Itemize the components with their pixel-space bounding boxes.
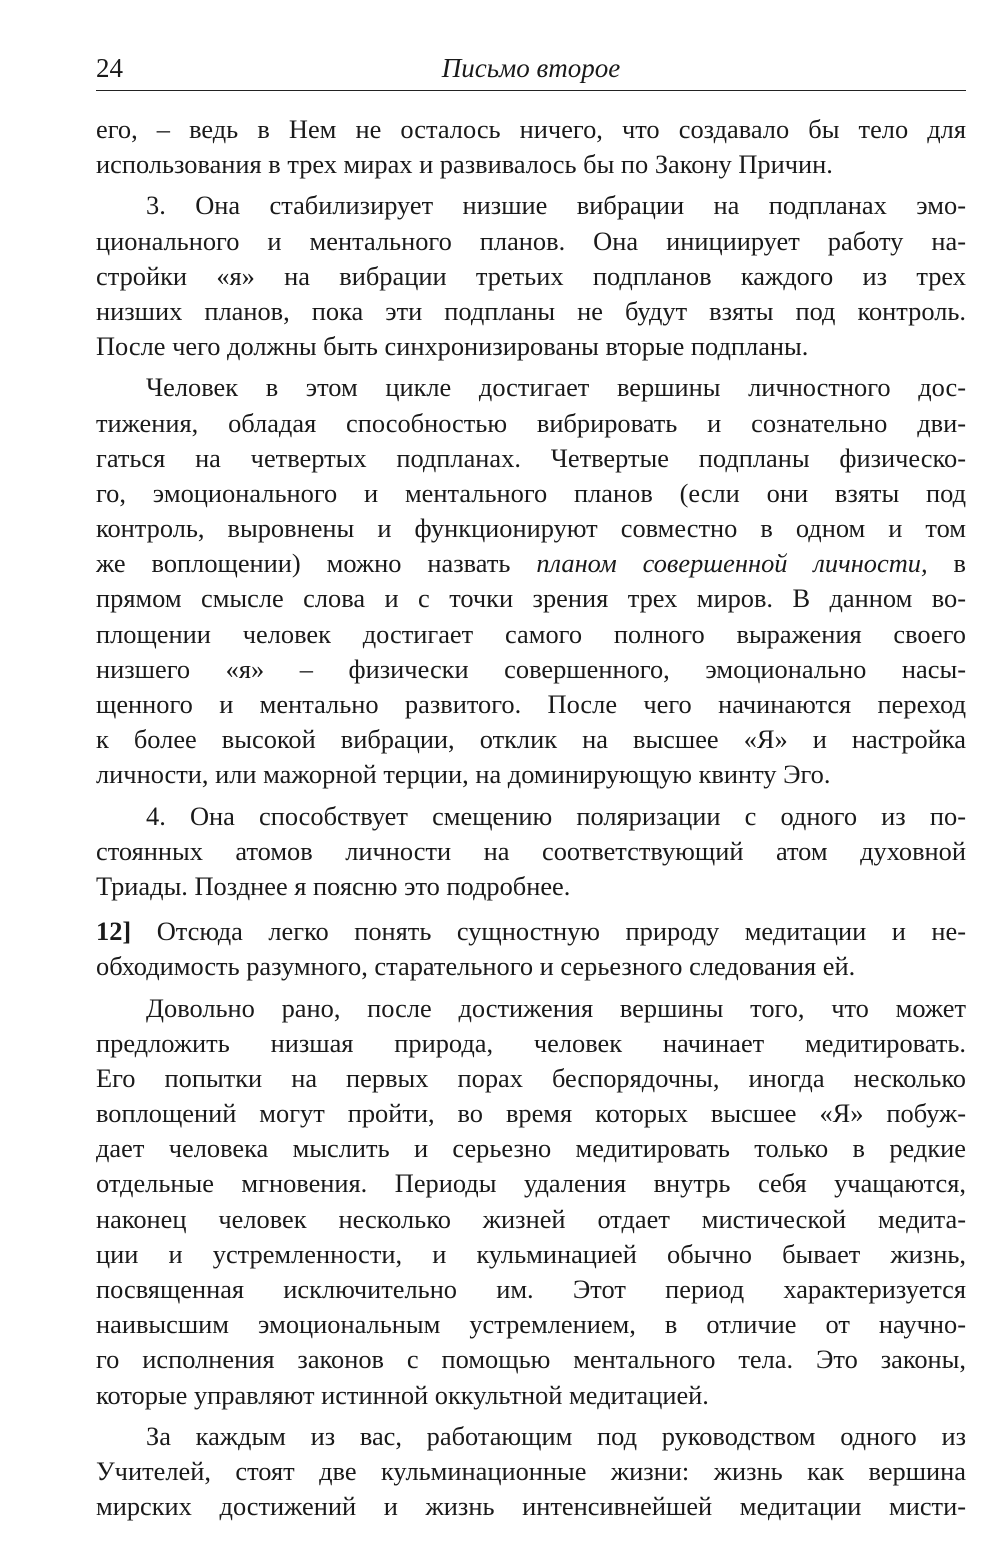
text-line: Триады. Позднее я поясню это подробнее. [96,870,571,901]
text-line: использования в трех мирах и развивалось бы по Закону Причин. [96,149,833,180]
text-run: в [927,548,966,579]
text-line: мирских достижений и жизнь интенсивнейшей медитации мисти- [96,1491,966,1522]
page-number: 24 [96,53,123,83]
text-line: го исполнения законов с помощью ментального тела. Это законы, [96,1344,966,1375]
paragraph-section-12 [96,914,966,984]
text-line: Человек в этом цикле достигает вершины личностного дос- [146,372,966,403]
text-line: низших планов, пока эти подпланы не будут взяты под контроль. [96,295,966,326]
text-run: Отсюда легко понять сущностную природу медитации и не- [131,916,966,947]
paragraph-two-lives [96,1419,966,1525]
text-line: посвященная исключительно им. Этот период характеризуется [96,1274,966,1304]
text-line: обходимость разумного, старательного и серьезного следования ей. [96,951,856,982]
text-line: 4. Она способствует смещению поляризации с одного из по- [146,800,966,831]
text-line: его, – ведь в Нем не осталось ничего, что создавало бы тело для [96,114,966,144]
text-line: гаться на четвертых подпланах. Четвертые подпланы физическо- [96,442,966,473]
text-line: стройки «я» на вибрации третьих подпланов каждого из трех [96,260,966,291]
paragraph-meditation [96,991,966,1413]
text-line: отдельные мгновения. Периоды удаления внутрь себя учащаются, [96,1168,966,1199]
paragraph-personality [96,370,966,792]
text-line: За каждым из вас, работающим под руководством одного из [146,1420,966,1451]
text-line: предложить низшая природа, человек начинает медитировать. [96,1027,966,1058]
paragraph-continuation [96,112,966,182]
text-run: же воплощении) можно назвать [96,548,537,579]
text-line: 3. Она стабилизирует низшие вибрации на подпланах эмо- [146,190,966,221]
text-line: дает человека мыслить и серьезно медитировать только в редкие [96,1133,966,1164]
italic-phrase: планом совершенной личности, [536,548,928,579]
text-line: наконец человек несколько жизней отдает мистической медита- [96,1203,966,1234]
text-line: Довольно рано, после достижения вершины того, что может [146,992,966,1023]
text-line: Его попытки на первых порах беспорядочны, иногда несколько [96,1062,966,1093]
running-title: Письмо второе [441,53,621,83]
text-line [96,546,966,581]
text-line [96,914,966,949]
text-line: наивысшим эмоциональным устремлением, в отличие от научно- [96,1309,966,1340]
paragraph-point-3 [96,188,966,364]
text-line: стоянных атомов личности на соответствующий атом духовной [96,835,966,866]
text-line: которые управляют истинной оккультной медитацией. [96,1379,709,1410]
text-line: к более высокой вибрации, отклик на высшее «Я» и настройка [96,724,966,755]
text-line: личности, или мажорной терции, на доминирующую квинту Эго. [96,759,831,790]
text-line: го, эмоционального и ментального планов (если они взяты под [96,477,966,508]
text-line: контроль, выровнены и функционируют совместно в одном и том [96,513,966,544]
text-line: После чего должны быть синхронизированы вторые подпланы. [96,331,809,362]
text-line: щенного и ментально развитого. После чего начинаются переход [96,689,966,719]
section-marker: 12] [96,916,132,947]
text-line: ционального и ментального планов. Она инициирует работу на- [96,225,966,256]
text-line: тижения, обладая способностью вибрировать и сознательно дви- [96,407,966,438]
text-line: ции и устремленности, и кульминацией обычно бывает жизнь, [96,1238,966,1269]
book-page [96,50,966,1524]
text-line: площении человек достигает самого полного выражения своего [96,618,966,649]
text-line: воплощений могут пройти, во время которых высшее «Я» побуж- [96,1098,966,1129]
text-line: Учителей, стоят две кульминационные жизни: жизнь как вершина [96,1455,966,1486]
body-text [96,112,966,1524]
paragraph-point-4 [96,799,966,905]
text-line: прямом смысле слова и с точки зрения трех миров. В данном во- [96,583,966,614]
running-header [96,50,966,91]
text-line: низшего «я» – физически совершенного, эмоционально насы- [96,653,966,684]
